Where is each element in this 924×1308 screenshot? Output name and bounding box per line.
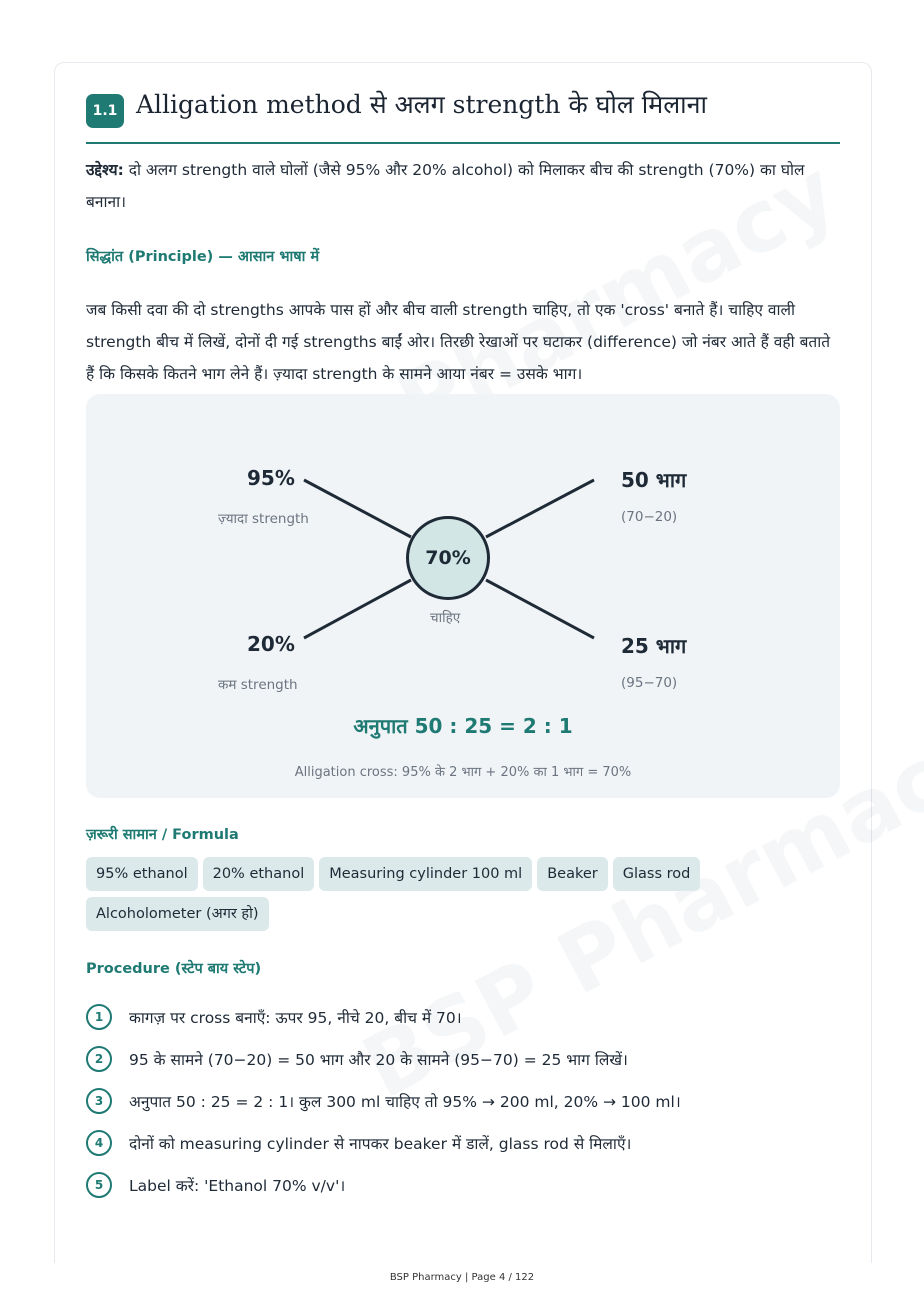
- step-text: 95 के सामने (70−20) = 50 भाग और 20 के सामने (95−70) = 25 भाग लिखें।: [129, 1051, 628, 1069]
- principle-heading: सिद्धांत (Principle) — आसान भाषा में: [86, 249, 320, 265]
- parts-high-value: 50 भाग: [621, 468, 687, 492]
- high-strength-label: ज़्यादा strength: [218, 511, 309, 527]
- target-strength-label: चाहिए: [430, 610, 461, 626]
- line-low-to-target: [304, 580, 411, 638]
- parts-low-value: 25 भाग: [621, 634, 687, 658]
- material-chip: Glass rod: [613, 857, 701, 891]
- principle-text: जब किसी दवा की दो strengths आपके पास हों और बीच वाली strength चाहिए, तो एक 'cross' बनाते हैं। चाहिए वाली strength बीच में लिखें, दोनों दी गई strengths बाईं ओर। तिरछी रेखाओं पर घटाकर (difference) जो नंबर आते हैं वही बताते हैं कि किसके कितने भाग लेने हैं। ज़्यादा strength के सामने आया नंबर = उसके भाग।: [86, 301, 831, 383]
- page-footer: BSP Pharmacy | Page 4 / 122: [389, 1272, 535, 1283]
- line-target-to-parts-low: [486, 580, 594, 638]
- step-number: 4: [86, 1130, 112, 1156]
- section-number-badge: 1.1: [86, 94, 124, 128]
- step-number: 1: [86, 1004, 112, 1030]
- parts-high-label: (70−20): [621, 509, 678, 525]
- objective-paragraph: [86, 154, 842, 218]
- alligation-diagram: [86, 394, 840, 798]
- material-chip: Alcoholometer (अगर हो): [86, 897, 269, 931]
- section-header: [86, 88, 840, 144]
- material-chip: 95% ethanol: [86, 857, 198, 891]
- procedure-heading: Procedure (स्टेप बाय स्टेप): [86, 961, 262, 977]
- objective-text: दो अलग strength वाले घोलों (जैसे 95% और 20% alcohol) को मिलाकर बीच की strength (70%) का घोल बनाना।: [86, 161, 805, 211]
- procedure-step: [86, 1122, 846, 1164]
- step-number: 5: [86, 1172, 112, 1198]
- line-target-to-parts-high: [486, 480, 594, 537]
- low-strength-value: 20%: [247, 632, 295, 656]
- procedure-step: [86, 1038, 846, 1080]
- objective-label: उद्देश्य:: [86, 161, 124, 179]
- step-number: 2: [86, 1046, 112, 1072]
- procedure-step: [86, 1164, 846, 1206]
- target-strength-value: 70%: [425, 547, 471, 569]
- section-title: Alligation method से अलग strength के घोल मिलाना: [136, 90, 707, 119]
- target-strength-circle: [406, 516, 490, 600]
- material-chip: 20% ethanol: [203, 857, 315, 891]
- low-strength-label: कम strength: [218, 677, 298, 693]
- material-chip: Measuring cylinder 100 ml: [319, 857, 532, 891]
- step-text: दोनों को measuring cylinder से नापकर beaker में डालें, glass rod से मिलाएँ।: [129, 1135, 632, 1153]
- step-text: कागज़ पर cross बनाएँ: ऊपर 95, नीचे 20, बीच में 70।: [129, 1009, 462, 1027]
- step-number: 3: [86, 1088, 112, 1114]
- procedure-step: [86, 996, 846, 1038]
- step-text: अनुपात 50 : 25 = 2 : 1। कुल 300 ml चाहिए तो 95% → 200 ml, 20% → 100 ml।: [129, 1093, 681, 1111]
- material-chip: Beaker: [537, 857, 608, 891]
- ratio-text: अनुपात 50 : 25 = 2 : 1: [353, 714, 573, 738]
- procedure-step: [86, 1080, 846, 1122]
- diagram-caption: Alligation cross: 95% के 2 भाग + 20% का 1 भाग = 70%: [294, 765, 632, 780]
- procedure-steps: [86, 996, 846, 1206]
- line-high-to-target: [304, 480, 411, 537]
- high-strength-value: 95%: [247, 466, 295, 490]
- materials-heading: ज़रूरी सामान / Formula: [86, 827, 239, 843]
- parts-low-label: (95−70): [621, 675, 678, 691]
- step-text: Label करें: 'Ethanol 70% v/v'।: [129, 1177, 346, 1195]
- materials-list: [86, 857, 826, 937]
